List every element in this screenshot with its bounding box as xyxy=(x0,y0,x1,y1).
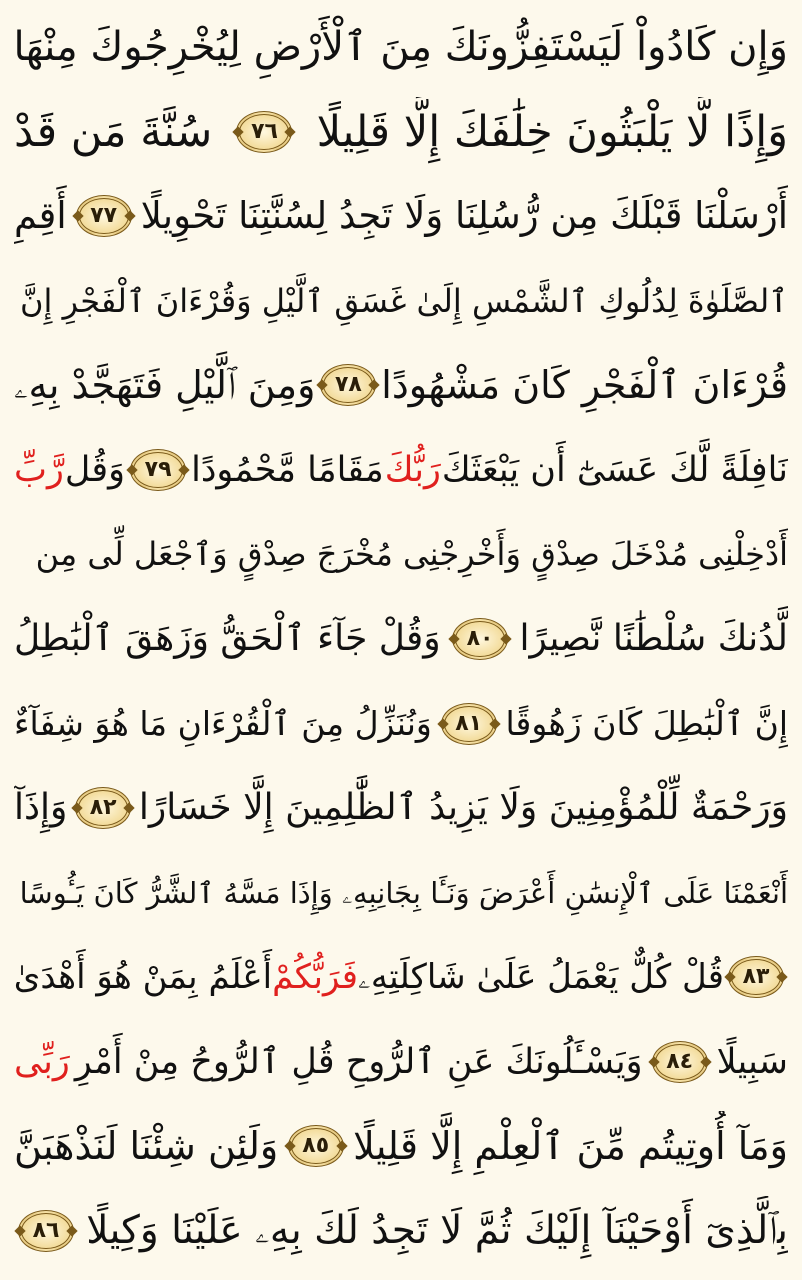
verse-line xyxy=(14,435,788,505)
verse-text: وَإِذًا لَّا يَلْبَثُونَ خِلَٰفَكَ إِلَّا قَلِيلًا xyxy=(316,106,788,157)
verse-line xyxy=(14,12,788,82)
verse-text: أَنْعَمْنَا عَلَى ٱلْإِنسَٰنِ أَعْرَضَ وَنَـَٔا بِجَانِبِهِۦ وَإِذَا مَسَّهُ ٱلشَّرُّ كَانَ يَـُٔوسًا xyxy=(19,875,788,910)
ayah-number: ٨٤ xyxy=(666,1048,694,1074)
verse-line xyxy=(14,942,788,1012)
verse-text: وَنُنَزِّلُ مِنَ ٱلْقُرْءَانِ مَا هُوَ شِفَآءٌ xyxy=(14,703,432,743)
ayah-number-marker xyxy=(320,364,376,406)
highlighted-word: رَبِّى xyxy=(14,1041,70,1082)
ayah-number-marker xyxy=(18,1210,74,1252)
verse-text: وَيَسْـَٔلُونَكَ عَنِ ٱلرُّوحِ قُلِ ٱلرُّوحُ مِنْ أَمْرِ xyxy=(74,1041,643,1082)
verse-text: إِنَّ ٱلْبَٰطِلَ كَانَ زَهُوقًا xyxy=(505,703,788,743)
verse-line xyxy=(14,1027,788,1097)
ayah-number-marker xyxy=(288,1125,344,1167)
ayah-number: ٧٦ xyxy=(251,118,278,144)
verse-line xyxy=(14,97,788,167)
verse-text: وَقُلْ جَآءَ ٱلْحَقُّ وَزَهَقَ ٱلْبَٰطِلُ xyxy=(14,617,441,659)
verse-text: نَافِلَةً لَّكَ عَسَىٰٓ أَن يَبْعَثَكَ xyxy=(441,449,788,490)
ayah-number: ٨١ xyxy=(455,710,483,736)
verse-line xyxy=(14,1196,788,1266)
verse-line xyxy=(14,604,788,674)
verse-text: سُنَّةَ مَن قَدْ xyxy=(14,106,213,157)
verse-line xyxy=(14,1111,788,1181)
ayah-number: ٧٨ xyxy=(334,372,362,398)
ayah-number-marker xyxy=(452,618,508,660)
verse-text: بِٱلَّذِىٓ أَوْحَيْنَآ إِلَيْكَ ثُمَّ لَا تَجِدُ لَكَ بِهِۦ عَلَيْنَا وَكِيلًا xyxy=(86,1207,788,1253)
ayah-number: ٧٩ xyxy=(144,456,172,482)
verse-line xyxy=(14,773,788,843)
verse-text: أَقِمِ xyxy=(14,194,67,238)
highlighted-word: فَرَبُّكُمْ xyxy=(272,957,358,998)
ayah-number-marker xyxy=(75,787,131,829)
verse-line xyxy=(14,689,788,759)
verse-text: لَّدُنكَ سُلْطَٰنًا نَّصِيرًا xyxy=(519,617,788,659)
verse-text: سَبِيلًا xyxy=(716,1041,788,1082)
verse-line xyxy=(14,519,788,589)
verse-text: أَعْلَمُ بِمَنْ هُوَ أَهْدَىٰ xyxy=(14,957,273,998)
verse-line xyxy=(14,266,788,336)
verse-text: وَمَآ أُوتِيتُم مِّنَ ٱلْعِلْمِ إِلَّا قَلِيلًا xyxy=(353,1124,788,1169)
verse-text: قُلْ كُلٌّ يَعْمَلُ عَلَىٰ شَاكِلَتِهِۦ xyxy=(357,957,724,998)
verse-line xyxy=(14,350,788,420)
verse-text: وَقُل xyxy=(64,449,126,490)
verse-text: وَرَحْمَةٌ لِّلْمُؤْمِنِينَ وَلَا يَزِيدُ ٱلظَّٰلِمِينَ إِلَّا خَسَارًا xyxy=(138,787,788,829)
ayah-number: ٨٥ xyxy=(302,1133,330,1159)
verse-text: قُرْءَانَ ٱلْفَجْرِ كَانَ مَشْهُودًا xyxy=(381,363,788,408)
verse-text: وَمِنَ ٱلَّيْلِ فَتَهَجَّدْ بِهِۦ xyxy=(14,363,316,408)
ayah-number-marker xyxy=(236,111,292,153)
ayah-number-marker xyxy=(728,956,784,998)
verse-text: ٱلصَّلَوٰةَ لِدُلُوكِ ٱلشَّمْسِ إِلَىٰ غَسَقِ ٱلَّيْلِ وَقُرْءَانَ ٱلْفَجْرِ إِنَّ xyxy=(20,281,788,320)
verse-lines xyxy=(14,12,788,1266)
ayah-number-marker xyxy=(76,195,132,237)
verse-text: وَإِن كَادُواْ لَيَسْتَفِزُّونَكَ مِنَ ٱلْأَرْضِ لِيُخْرِجُوكَ مِنْهَا xyxy=(14,24,788,70)
highlighted-word: رَّبِّ xyxy=(14,449,64,490)
verse-text: وَإِذَآ xyxy=(14,787,68,829)
verse-text: وَلَئِن شِئْنَا لَنَذْهَبَنَّ xyxy=(14,1124,279,1169)
ayah-number: ٨٠ xyxy=(466,625,494,651)
highlighted-word: رَبُّكَ xyxy=(384,449,441,490)
verse-text: مَقَامًا مَّحْمُودًا xyxy=(191,449,384,490)
verse-text: أَدْخِلْنِى مُدْخَلَ صِدْقٍ وَأَخْرِجْنِى مُخْرَجَ صِدْقٍ وَٱجْعَل لِّى مِن xyxy=(35,535,788,574)
ayah-number: ٨٣ xyxy=(742,964,770,990)
ayah-number: ٨٢ xyxy=(89,795,117,821)
verse-line xyxy=(14,858,788,928)
ayah-number-marker xyxy=(652,1041,708,1083)
verse-line xyxy=(14,181,788,251)
verse-text: أَرْسَلْنَا قَبْلَكَ مِن رُّسُلِنَا وَلَا تَجِدُ لِسُنَّتِنَا تَحْوِيلًا xyxy=(140,194,788,238)
ayah-number-marker xyxy=(441,703,497,745)
ayah-number-marker xyxy=(130,449,186,491)
ayah-number: ٧٧ xyxy=(90,203,118,229)
ayah-number: ٨٦ xyxy=(32,1217,60,1243)
